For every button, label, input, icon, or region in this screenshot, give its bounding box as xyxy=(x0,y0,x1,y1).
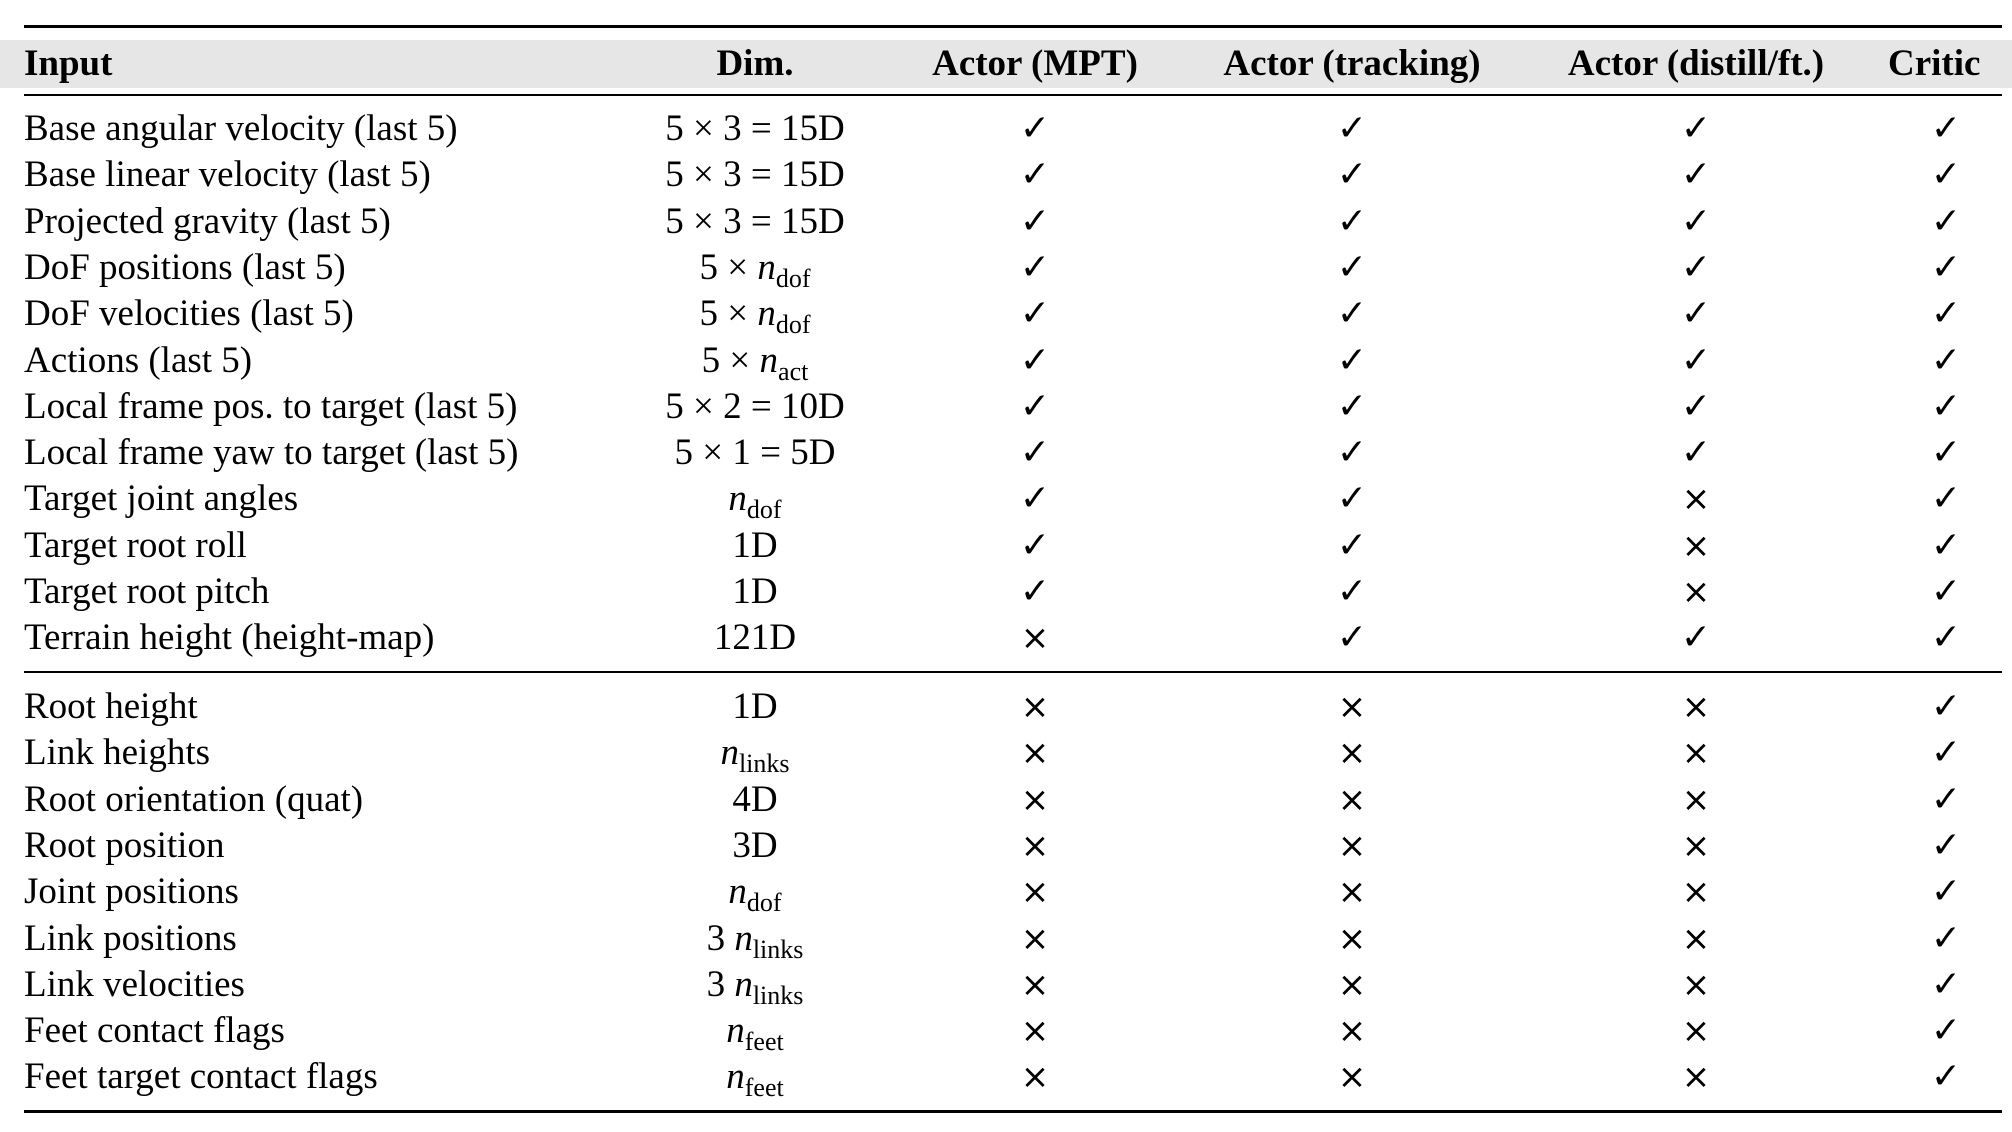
cell-actor-distill-check-icon: ✓ xyxy=(1680,385,1712,427)
cell-dim xyxy=(618,962,892,1008)
dim-variable: n xyxy=(757,246,776,288)
cell-actor-tracking-cross-icon: × xyxy=(1337,779,1367,820)
cell-input: Link positions xyxy=(24,917,237,959)
cell-actor-distill-cross-icon: × xyxy=(1681,779,1711,820)
cell-input: Base linear velocity (last 5) xyxy=(24,154,431,196)
dim-variable: n xyxy=(757,293,776,335)
cell-input: Base angular velocity (last 5) xyxy=(24,108,458,149)
cell-dim: 4D xyxy=(732,778,778,820)
cell-critic-check-icon: ✓ xyxy=(1930,432,1962,474)
cell-input: DoF velocities (last 5) xyxy=(24,293,354,335)
cell-actor-distill-cross-icon: × xyxy=(1681,1011,1711,1052)
cell-input: Terrain height (height-map) xyxy=(24,617,435,659)
table-top-rule xyxy=(24,25,2002,28)
cell-actor-tracking-cross-icon: × xyxy=(1337,918,1367,959)
cell-dim: 1D xyxy=(732,571,778,612)
cell-actor-distill-check-icon: ✓ xyxy=(1680,432,1712,474)
cell-critic-check-icon: ✓ xyxy=(1930,778,1962,820)
table-row xyxy=(0,569,2012,615)
cell-critic-check-icon: ✓ xyxy=(1930,686,1962,727)
dim-prefix: 5 × xyxy=(699,293,758,335)
cell-critic-check-icon: ✓ xyxy=(1930,871,1962,913)
cell-actor-distill-check-icon: ✓ xyxy=(1680,154,1712,196)
cell-actor-distill-cross-icon: × xyxy=(1681,525,1711,566)
table-header-rule xyxy=(24,94,2002,96)
cell-dim: 3D xyxy=(732,824,778,866)
cell-actor-tracking-check-icon: ✓ xyxy=(1336,200,1368,242)
table-row xyxy=(0,430,2012,476)
table-row xyxy=(0,245,2012,291)
cell-critic-check-icon: ✓ xyxy=(1930,1010,1962,1052)
table-row xyxy=(0,338,2012,384)
dim-variable: n xyxy=(734,963,753,1005)
cell-input: Joint positions xyxy=(24,871,239,913)
table-row xyxy=(0,476,2012,525)
dim-subscript: dof xyxy=(775,310,811,340)
cell-actor-distill-cross-icon: × xyxy=(1681,918,1711,959)
cell-input: Target root pitch xyxy=(24,571,270,612)
cell-actor-mpt-cross-icon: × xyxy=(1020,872,1050,913)
table-row xyxy=(0,730,2012,779)
cell-input: DoF positions (last 5) xyxy=(24,246,346,288)
cell-dim xyxy=(618,338,892,384)
cell-dim: 5 × 1 = 5D xyxy=(674,432,836,474)
cell-actor-distill-cross-icon: × xyxy=(1681,825,1711,866)
table-row xyxy=(0,823,2012,869)
cell-input: Projected gravity (last 5) xyxy=(24,200,391,242)
cell-input: Target root roll xyxy=(24,524,247,566)
cell-dim xyxy=(618,1054,892,1103)
cell-dim: 5 × 3 = 15D xyxy=(665,108,845,149)
header-actor-distill: Actor (distill/ft.) xyxy=(1567,43,1825,84)
cell-dim xyxy=(618,245,892,291)
cell-actor-distill-check-icon: ✓ xyxy=(1680,200,1712,242)
table-bottom-rule xyxy=(24,1110,2002,1113)
dim-subscript: dof xyxy=(746,495,782,525)
cell-actor-mpt-check-icon: ✓ xyxy=(1019,154,1051,196)
cell-actor-mpt-cross-icon: × xyxy=(1020,687,1050,727)
table-row xyxy=(0,777,2012,823)
cell-critic-check-icon: ✓ xyxy=(1930,824,1962,866)
dim-subscript: links xyxy=(752,980,804,1010)
cell-actor-mpt-check-icon: ✓ xyxy=(1019,432,1051,474)
cell-actor-mpt-check-icon: ✓ xyxy=(1019,293,1051,335)
cell-actor-tracking-check-icon: ✓ xyxy=(1336,154,1368,196)
cell-dim xyxy=(618,1008,892,1057)
cell-actor-distill-check-icon: ✓ xyxy=(1680,617,1712,659)
cell-actor-distill-cross-icon: × xyxy=(1681,1057,1711,1098)
cell-actor-mpt-check-icon: ✓ xyxy=(1019,571,1051,612)
cell-actor-mpt-cross-icon: × xyxy=(1020,618,1050,659)
cell-input: Root height xyxy=(24,686,198,727)
cell-critic-check-icon: ✓ xyxy=(1930,293,1962,335)
dim-variable: n xyxy=(759,339,779,381)
cell-dim xyxy=(618,869,892,918)
dim-subscript: act xyxy=(778,356,809,386)
table-header-row xyxy=(0,41,2012,87)
cell-input: Feet target contact flags xyxy=(24,1056,378,1098)
cell-critic-check-icon: ✓ xyxy=(1930,154,1962,196)
cell-actor-mpt-cross-icon: × xyxy=(1020,733,1050,774)
cell-actor-mpt-cross-icon: × xyxy=(1020,918,1050,959)
cell-actor-tracking-check-icon: ✓ xyxy=(1336,571,1368,612)
table-row xyxy=(0,523,2012,569)
cell-actor-tracking-check-icon: ✓ xyxy=(1336,478,1368,520)
dim-variable: n xyxy=(720,732,739,774)
header-input: Input xyxy=(24,43,113,84)
cell-actor-tracking-check-icon: ✓ xyxy=(1336,432,1368,474)
cell-dim xyxy=(618,291,892,340)
table-row xyxy=(0,869,2012,918)
table-row xyxy=(0,384,2012,430)
table-row xyxy=(0,199,2012,245)
dim-subscript: feet xyxy=(744,1073,784,1103)
cell-dim: 1D xyxy=(732,686,778,727)
cell-critic-check-icon: ✓ xyxy=(1930,246,1962,288)
dim-variable: n xyxy=(728,478,747,520)
cell-actor-tracking-check-icon: ✓ xyxy=(1336,385,1368,427)
cell-actor-tracking-check-icon: ✓ xyxy=(1336,108,1368,149)
table-row xyxy=(0,615,2012,661)
cell-input: Root position xyxy=(24,824,225,866)
cell-critic-check-icon: ✓ xyxy=(1930,732,1962,774)
cell-critic-check-icon: ✓ xyxy=(1930,524,1962,566)
dim-subscript: dof xyxy=(775,263,811,293)
cell-input: Local frame yaw to target (last 5) xyxy=(24,432,519,474)
cell-dim: 5 × 3 = 15D xyxy=(665,200,845,242)
header-critic: Critic xyxy=(1888,43,1981,84)
cell-dim: 5 × 2 = 10D xyxy=(665,385,845,427)
cell-actor-mpt-check-icon: ✓ xyxy=(1019,200,1051,242)
cell-actor-tracking-cross-icon: × xyxy=(1337,872,1367,913)
dim-prefix: 3 xyxy=(706,963,735,1005)
dim-prefix: 3 xyxy=(706,917,735,959)
table-row xyxy=(0,684,2012,730)
dim-variable: n xyxy=(726,1010,745,1052)
cell-actor-tracking-cross-icon: × xyxy=(1337,687,1367,727)
cell-actor-distill-cross-icon: × xyxy=(1681,572,1711,612)
cell-dim xyxy=(618,476,892,525)
cell-actor-mpt-check-icon: ✓ xyxy=(1019,385,1051,427)
cell-actor-distill-check-icon: ✓ xyxy=(1680,246,1712,288)
cell-actor-mpt-check-icon: ✓ xyxy=(1019,339,1051,381)
cell-input: Root orientation (quat) xyxy=(24,778,364,820)
cell-actor-mpt-check-icon: ✓ xyxy=(1019,478,1051,520)
cell-actor-tracking-check-icon: ✓ xyxy=(1336,339,1368,381)
dim-variable: n xyxy=(734,917,753,959)
cell-critic-check-icon: ✓ xyxy=(1930,571,1962,612)
header-dim: Dim. xyxy=(716,43,794,84)
cell-actor-tracking-cross-icon: × xyxy=(1337,825,1367,866)
dim-prefix: 5 × xyxy=(701,339,760,381)
cell-critic-check-icon: ✓ xyxy=(1930,1056,1962,1098)
cell-actor-mpt-cross-icon: × xyxy=(1020,779,1050,820)
cell-actor-mpt-cross-icon: × xyxy=(1020,1057,1050,1098)
table-row xyxy=(0,1008,2012,1057)
dim-subscript: links xyxy=(738,749,790,779)
cell-critic-check-icon: ✓ xyxy=(1930,917,1962,959)
cell-critic-check-icon: ✓ xyxy=(1930,963,1962,1005)
table-row xyxy=(0,916,2012,962)
cell-actor-tracking-check-icon: ✓ xyxy=(1336,617,1368,659)
cell-actor-tracking-check-icon: ✓ xyxy=(1336,246,1368,288)
cell-actor-mpt-check-icon: ✓ xyxy=(1019,246,1051,288)
dim-variable: n xyxy=(728,871,747,913)
header-actor-tracking: Actor (tracking) xyxy=(1223,43,1481,84)
cell-actor-mpt-cross-icon: × xyxy=(1020,825,1050,866)
dim-variable: n xyxy=(726,1056,745,1098)
cell-dim xyxy=(618,916,892,962)
cell-input: Local frame pos. to target (last 5) xyxy=(24,385,518,427)
cell-actor-distill-cross-icon: × xyxy=(1681,479,1711,520)
cell-critic-check-icon: ✓ xyxy=(1930,339,1962,381)
cell-actor-distill-cross-icon: × xyxy=(1681,687,1711,727)
cell-critic-check-icon: ✓ xyxy=(1930,108,1962,149)
table-group-separator xyxy=(24,671,2002,673)
table-row xyxy=(0,1054,2012,1103)
cell-input: Link heights xyxy=(24,732,211,774)
cell-actor-distill-check-icon: ✓ xyxy=(1680,108,1712,149)
cell-actor-tracking-cross-icon: × xyxy=(1337,964,1367,1005)
cell-actor-tracking-cross-icon: × xyxy=(1337,1011,1367,1052)
cell-actor-mpt-cross-icon: × xyxy=(1020,964,1050,1005)
cell-critic-check-icon: ✓ xyxy=(1930,617,1962,659)
table-row xyxy=(0,291,2012,340)
cell-input: Feet contact flags xyxy=(24,1010,285,1052)
cell-dim: 5 × 3 = 15D xyxy=(665,154,845,196)
table-row xyxy=(0,152,2012,198)
cell-actor-distill-cross-icon: × xyxy=(1681,733,1711,774)
table-row xyxy=(0,962,2012,1008)
cell-actor-mpt-check-icon: ✓ xyxy=(1019,108,1051,149)
cell-critic-check-icon: ✓ xyxy=(1930,385,1962,427)
dim-subscript: links xyxy=(752,934,804,964)
dim-subscript: feet xyxy=(744,1027,784,1057)
cell-actor-tracking-cross-icon: × xyxy=(1337,733,1367,774)
cell-actor-tracking-cross-icon: × xyxy=(1337,1057,1367,1098)
cell-critic-check-icon: ✓ xyxy=(1930,478,1962,520)
cell-actor-mpt-check-icon: ✓ xyxy=(1019,524,1051,566)
dim-subscript: dof xyxy=(746,888,782,918)
cell-input: Actions (last 5) xyxy=(24,339,253,381)
cell-dim xyxy=(618,730,892,779)
cell-actor-distill-check-icon: ✓ xyxy=(1680,293,1712,335)
cell-dim: 1D xyxy=(732,524,778,566)
table-row xyxy=(0,106,2012,152)
cell-actor-distill-cross-icon: × xyxy=(1681,872,1711,913)
cell-actor-tracking-check-icon: ✓ xyxy=(1336,293,1368,335)
cell-actor-mpt-cross-icon: × xyxy=(1020,1011,1050,1052)
dim-prefix: 5 × xyxy=(699,246,758,288)
cell-actor-distill-check-icon: ✓ xyxy=(1680,339,1712,381)
header-actor-mpt: Actor (MPT) xyxy=(932,43,1138,84)
cell-dim: 121D xyxy=(713,617,797,659)
cell-input: Target joint angles xyxy=(24,478,299,520)
cell-critic-check-icon: ✓ xyxy=(1930,200,1962,242)
cell-actor-tracking-check-icon: ✓ xyxy=(1336,524,1368,566)
cell-actor-distill-cross-icon: × xyxy=(1681,964,1711,1005)
cell-input: Link velocities xyxy=(24,963,245,1005)
